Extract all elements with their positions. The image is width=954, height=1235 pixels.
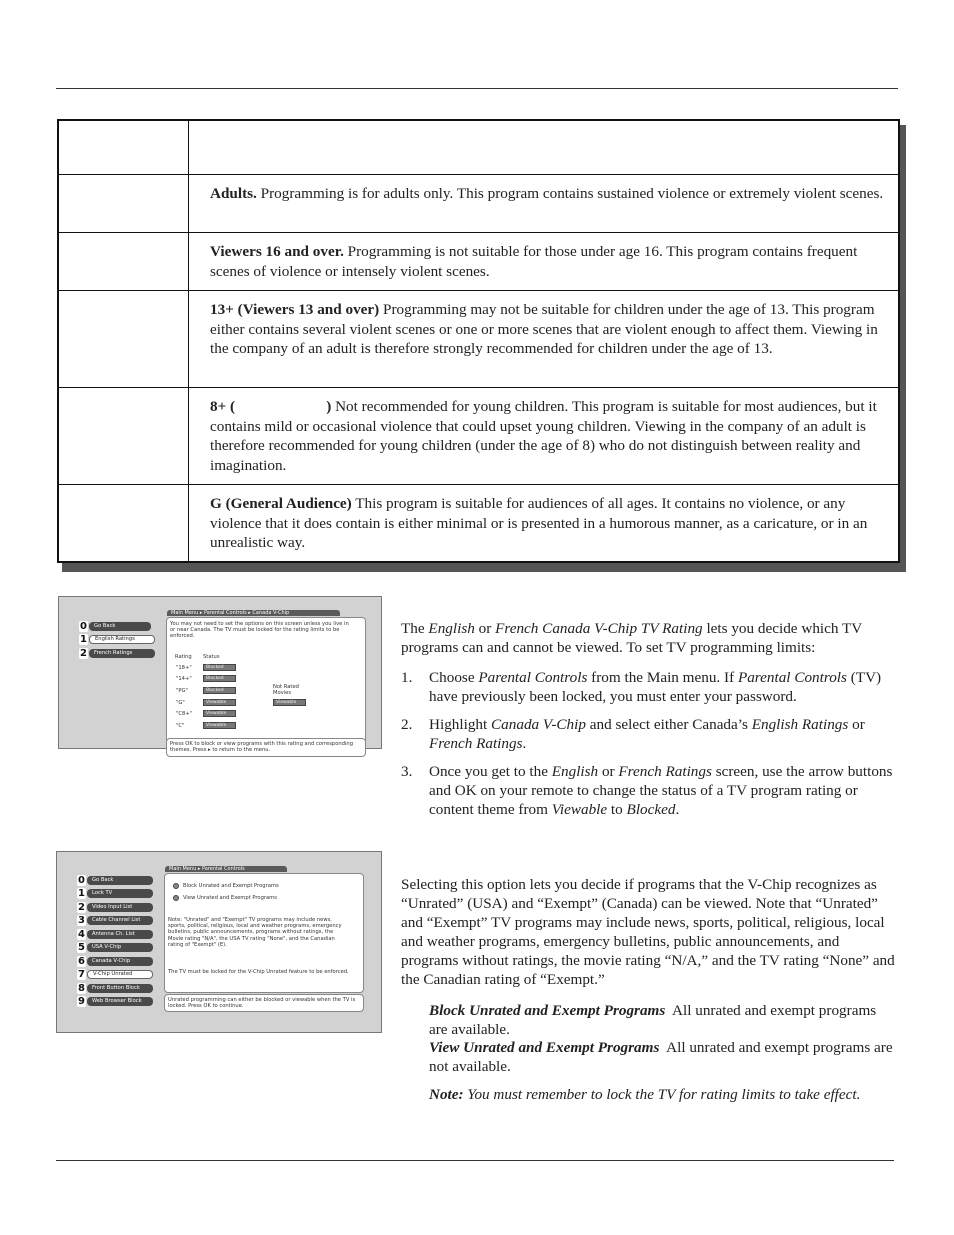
status-toggle[interactable]: Viewable <box>203 699 236 706</box>
footer-text: Press OK to block or view programs with this rating and corresponding themes. Press ▸ to return to the menu. <box>170 741 353 754</box>
block-option-label[interactable]: Block Unrated and Exempt Programs <box>183 883 279 889</box>
menu-label: Cable Channel List <box>87 916 153 925</box>
menu-label: Front Button Block <box>87 984 153 993</box>
menu-label: English Ratings <box>89 635 155 644</box>
breadcrumb: Main Menu ▸ Parental Controls <box>165 866 287 872</box>
menu-number: 0 <box>80 621 87 632</box>
menu-label: Video Input List <box>87 903 153 912</box>
breadcrumb: Main Menu ▸ Parental Controls ▸ Canada V-Chip <box>167 610 340 616</box>
rating-description: 13+ (Viewers 13 and over) Programming may not be suitable for children under the age of 13. This program either contains several violent scenes or one or more scenes that are violent enough to affect them. Viewing in the company of an adult is therefore strongly recommended for children under the age of 13. <box>210 301 878 357</box>
rating-description: Adults. Programming is for adults only. This program contains sustained violence or extremely violent scenes. <box>210 185 884 202</box>
vchip-unrated-screenshot <box>56 851 382 1033</box>
menu-number: 3 <box>78 915 85 926</box>
rating-label: "PG" <box>176 688 188 694</box>
menu-label: Go Back <box>87 876 153 885</box>
status-toggle[interactable]: Blocked <box>203 687 236 694</box>
menu-label: Go Back <box>89 622 151 631</box>
unrated-note: Note: "Unrated" and "Exempt" TV programs may include news, sports, political, religious, local and weather programs, emergency bulletins, public announcements, programs without ratings, the Movie rating "N/A", the USA TV rating "None", and the Canadian rating of "Exempt" (E). <box>168 917 342 948</box>
menu-label: V-Chip Unrated <box>87 970 153 979</box>
lock-note: Note: You must remember to lock the TV for rating limits to take effect. <box>429 1086 861 1103</box>
menu-number: 1 <box>78 888 85 899</box>
menu-label: French Ratings <box>89 649 155 658</box>
menu-number: 2 <box>78 902 85 913</box>
table-row-general <box>59 484 898 563</box>
vchip-step-2: 2. Highlight Canada V-Chip and select either Canada’s English Ratings or French Ratings. <box>401 716 865 752</box>
unrated-panel <box>164 873 364 993</box>
vchip-panel <box>166 617 366 756</box>
menu-number: 6 <box>78 956 85 967</box>
footer-text: Unrated programming can either be blocked or viewable when the TV is locked. Press OK to continue. <box>168 997 356 1010</box>
table-row-8plus <box>59 387 898 484</box>
top-rule <box>56 88 898 89</box>
bottom-rule <box>56 1160 894 1161</box>
menu-number: 1 <box>80 634 87 645</box>
table-row-13plus <box>59 290 898 387</box>
canada-vchip-screenshot <box>58 596 382 754</box>
rating-label: "18+" <box>176 665 192 671</box>
view-radio-icon[interactable] <box>173 895 179 901</box>
rating-description: G (General Audience) This program is suitable for audiences of all ages. It contains no violence, or any violence that it does contain is either minimal or is presented in a humorous manner, as a caricature, or in an unrealistic way. <box>210 495 868 551</box>
menu-number: 0 <box>78 875 85 886</box>
table-header-row <box>59 121 898 174</box>
menu-number: 4 <box>78 929 85 940</box>
rating-description: Viewers 16 and over. Programming is not suitable for those under age 16. This program contains frequent scenes of violence or intensely violent scenes. <box>210 243 858 280</box>
menu-number: 8 <box>78 983 85 994</box>
unrated-description: Selecting this option lets you decide if programs that the V-Chip recognizes as “Unrated” (USA) and “Exempt” (Canada) can be viewed. Note that “Unrated” and “Exempt” TV programs may include news, sports, political, religious, local and weather programs, emergency bulletins, public announcements, and programs without ratings, the movie rating “N/A,” and the TV rating “None” and the Canadian rating of “Exempt.” <box>401 876 895 988</box>
menu-number: 9 <box>78 996 85 1007</box>
status-toggle[interactable]: Blocked <box>203 675 236 682</box>
rating-description: 8+ ( ) Not recommended for young children. This program is suitable for most audiences, but it contains mild or occasional violence that could upset young children. Viewing in the company of an adult is therefore recommended for young children (under the age of 8) who do not distinguish between reality and imagination. <box>210 398 877 474</box>
not-rated-status-toggle[interactable]: Viewable <box>273 699 306 706</box>
status-column-header: Status <box>203 654 220 660</box>
menu-label: Antenna Ch. List <box>87 930 153 939</box>
menu-label: USA V-Chip <box>87 943 153 952</box>
menu-label: Web Browser Block <box>87 997 153 1006</box>
vchip-step-1: 1. Choose Parental Controls from the Main menu. If Parental Controls (TV) have previously been locked, you must enter your password. <box>401 669 882 705</box>
rating-label: "14+" <box>176 676 192 682</box>
menu-label: Canada V-Chip <box>87 957 153 966</box>
rating-column-header: Rating <box>175 654 192 660</box>
view-option-label[interactable]: View Unrated and Exempt Programs <box>183 895 277 901</box>
info-text: You may not need to set the options on this screen unless you live in or near Canada. The TV must be locked for the rating limits to be enforced. <box>170 621 349 640</box>
menu-number: 2 <box>80 648 87 659</box>
block-option-description: Block Unrated and Exempt Programs All unrated and exempt programs are available. <box>429 1002 880 1038</box>
block-radio-icon[interactable] <box>173 883 179 889</box>
table-row-16plus <box>59 232 898 290</box>
status-toggle[interactable]: Viewable <box>203 722 236 729</box>
not-rated-movies-label: Not Rated Movies <box>273 684 299 697</box>
rating-label: "C8+" <box>176 711 193 717</box>
view-option-description: View Unrated and Exempt Programs All unrated and exempt programs are not available. <box>429 1039 897 1075</box>
status-toggle[interactable]: Viewable <box>203 710 236 717</box>
unrated-note-lock: The TV must be locked for the V-Chip Unrated feature to be enforced. <box>168 969 349 975</box>
unrated-footer <box>164 994 364 1012</box>
status-toggle[interactable]: Blocked <box>203 664 236 671</box>
menu-number: 7 <box>78 969 85 980</box>
table-row-adults <box>59 174 898 232</box>
vchip-intro: The English or French Canada V-Chip TV Rating lets you decide which TV programs can and cannot be viewed. To set TV programming limits: <box>401 620 862 656</box>
vchip-footer <box>166 738 366 757</box>
ratings-table <box>57 119 900 563</box>
menu-number: 5 <box>78 942 85 953</box>
vchip-step-3: 3. Once you get to the English or French Ratings screen, use the arrow buttons and OK on your remote to change the status of a TV program rating or content theme from Viewable to Blocked. <box>401 763 893 818</box>
rating-label: "G" <box>176 700 185 706</box>
menu-label: Lock TV <box>87 889 153 898</box>
rating-label: "C" <box>176 723 185 729</box>
